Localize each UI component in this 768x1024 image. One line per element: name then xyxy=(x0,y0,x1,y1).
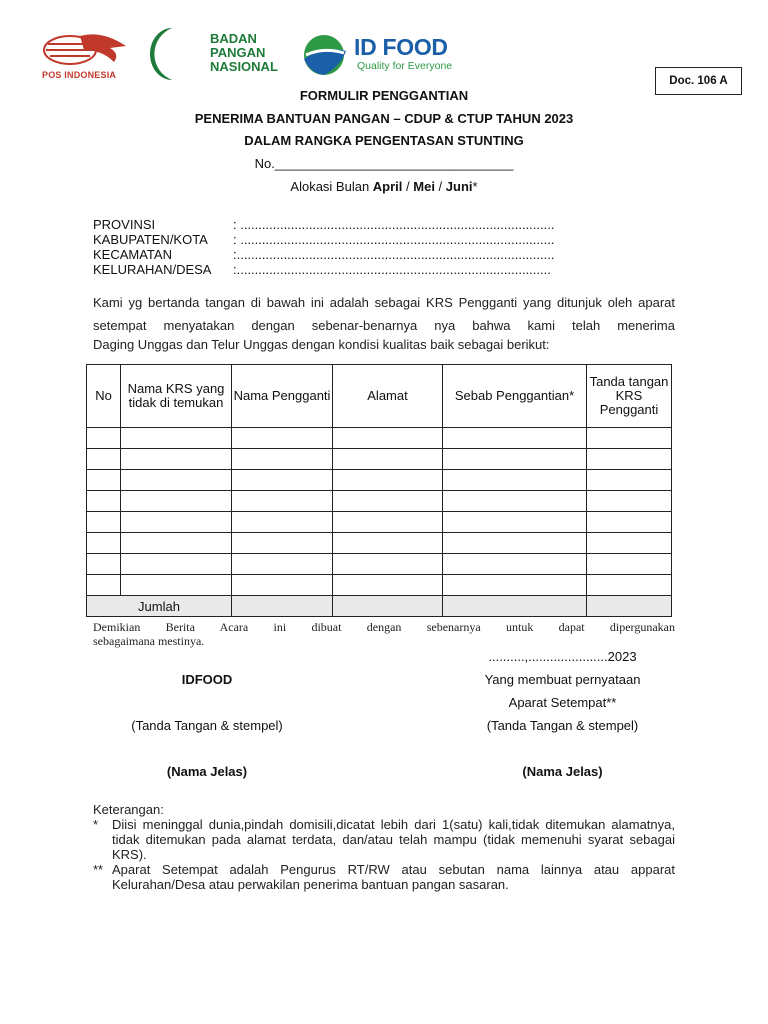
signer-left-org: IDFOOD xyxy=(181,672,233,687)
pos-logo-text: POS INDONESIA xyxy=(42,70,117,80)
idfood-title: ID FOOD xyxy=(354,34,448,60)
statement-last-line: Daging Unggas dan Telur Unggas dengan kondisi kualitas baik sebagai berikut: xyxy=(93,337,550,352)
field-kelurahan[interactable]: KELURAHAN/DESA :....................................................................................... xyxy=(93,262,551,277)
table-row[interactable] xyxy=(87,449,672,470)
field-kabupaten[interactable]: KABUPATEN/KOTA : ....................................................................................... xyxy=(93,232,555,247)
signer-right-role: Aparat Setempat** xyxy=(508,695,617,710)
table-row[interactable] xyxy=(87,512,672,533)
total-label: Jumlah xyxy=(87,596,232,617)
pos-eagle-icon xyxy=(40,28,140,70)
doc-code-box: Doc. 106 A xyxy=(655,67,742,95)
form-purpose: DALAM RANGKA PENGENTASAN STUNTING xyxy=(244,133,524,148)
idfood-globe-icon xyxy=(300,33,350,77)
note-item: ** Aparat Setempat adalah Pengurus RT/RW atau sebutan nama lainnya atau apparat Kelurahan/Desa atau perwakilan penerima bantuan pangan sasaran. xyxy=(93,862,675,892)
table-row[interactable] xyxy=(87,428,672,449)
notes-section xyxy=(93,802,675,892)
form-subtitle: PENERIMA BANTUAN PANGAN – CDUP & CTUP TAHUN 2023 xyxy=(194,111,574,126)
name-right[interactable]: (Nama Jelas) xyxy=(522,764,603,779)
bpn-crescent-icon xyxy=(146,24,176,84)
pos-indonesia-logo xyxy=(40,28,140,84)
signature-date[interactable]: ..........,......................2023 xyxy=(488,649,637,664)
sign-hint-left: (Tanda Tangan & stempel) xyxy=(131,718,283,733)
signer-right-title: Yang membuat pernyataan xyxy=(484,672,641,687)
replacement-table xyxy=(86,364,672,617)
col-alamat: Alamat xyxy=(333,365,443,428)
month-april: April xyxy=(372,179,403,194)
month-mei: Mei xyxy=(413,179,435,194)
table-row[interactable] xyxy=(87,470,672,491)
closing-statement: Demikian Berita Acara ini dibuat dengan sebenarnya untuk dapat dipergunakan sebagaimana mestinya. xyxy=(93,620,675,648)
month-juni: Juni xyxy=(445,179,473,194)
notes-heading: Keterangan: xyxy=(93,802,164,817)
table-header-row xyxy=(87,365,672,428)
table-row[interactable] xyxy=(87,575,672,596)
col-sebab: Sebab Penggantian* xyxy=(443,365,587,428)
note-item: * Diisi meninggal dunia,pindah domisili,dicatat lebih dari 1(satu) kali,tidak ditemukan alamatnya, tidak ditemukan pada alamat terdata, dan/atau telah mampu (tidak memenuhi syarat sebagai KRS). xyxy=(93,817,675,862)
allocation-line: Alokasi Bulan April / Mei / Juni* xyxy=(290,179,478,194)
col-no: No xyxy=(87,365,121,428)
table-row[interactable] xyxy=(87,554,672,575)
form-number-line[interactable]: No._________________________________ xyxy=(254,156,514,171)
col-nama-pengganti: Nama Pengganti xyxy=(232,365,333,428)
bpn-logo-text: BADAN PANGAN NASIONAL xyxy=(210,31,278,74)
form-title: FORMULIR PENGGANTIAN xyxy=(299,88,469,103)
field-kecamatan[interactable]: KECAMATAN :........................................................................................ xyxy=(93,247,555,262)
col-tanda-tangan: Tanda tangan KRS Pengganti xyxy=(587,365,672,428)
statement-paragraph: Kami yg bertanda tangan di bawah ini adalah sebagai KRS Pengganti yang ditunjuk oleh aparat setempat menyatakan dengan sebenar-benarnya nya bahwa kami telah menerima xyxy=(93,295,675,333)
idfood-tagline: Quality for Everyone xyxy=(357,60,453,72)
table-row[interactable] xyxy=(87,533,672,554)
field-provinsi[interactable]: PROVINSI : ....................................................................................... xyxy=(93,217,555,232)
name-left[interactable]: (Nama Jelas) xyxy=(166,764,248,779)
table-total-row xyxy=(87,596,672,617)
table-row[interactable] xyxy=(87,491,672,512)
sign-hint-right: (Tanda Tangan & stempel) xyxy=(486,718,639,733)
col-nama-krs: Nama KRS yang tidak di temukan xyxy=(121,365,232,428)
